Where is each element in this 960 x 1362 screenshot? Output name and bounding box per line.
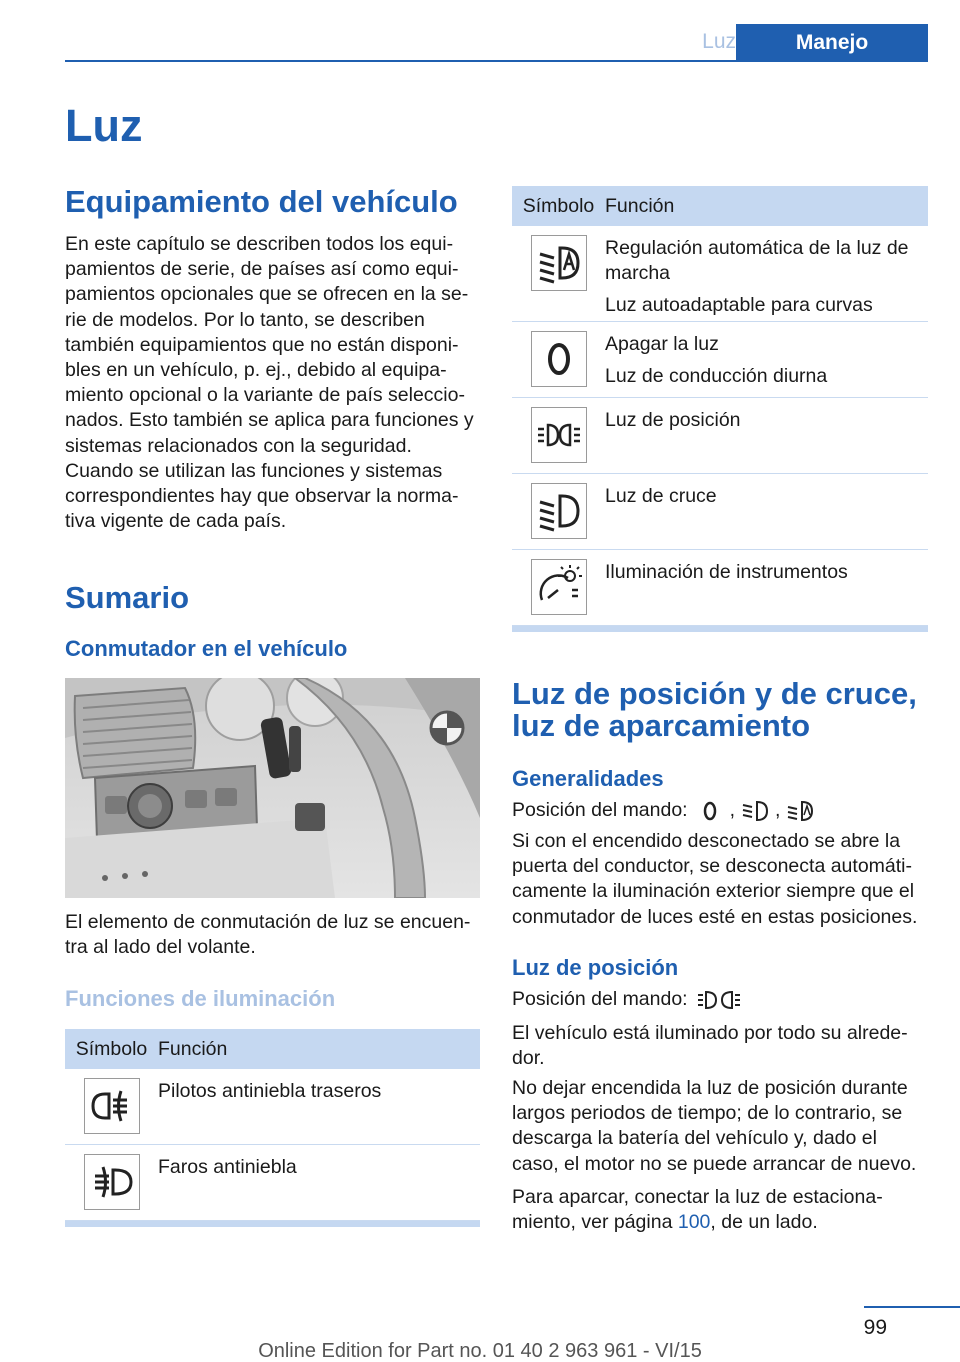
- switch-positions-table: [512, 186, 928, 632]
- switch-position-line: [512, 987, 928, 1013]
- heading-sumario: Sumario: [65, 580, 190, 615]
- switch-position-label: Posición del mando:: [512, 988, 688, 1011]
- auto-headlight-icon: [532, 236, 586, 290]
- table-row: [512, 474, 928, 550]
- function-text: Luz de cruce: [605, 485, 717, 507]
- table-row: [65, 1145, 480, 1221]
- rear-fog-light-icon: [85, 1079, 139, 1133]
- table-row: [512, 322, 928, 398]
- table-header: [65, 1029, 480, 1069]
- switch-position-line: [512, 798, 928, 824]
- col-symbol-header: Símbolo: [75, 1037, 148, 1060]
- table-footer-rule: [65, 1221, 480, 1227]
- header-chapter-tab[interactable]: Manejo: [736, 24, 928, 62]
- paragraph-equipamiento: En este capítulo se describen todos los equipamientos de serie, de países así como equipamientos opcionales que se ofrecen en la serie de modelos. Por lo tanto, se describen también equipamientos que no están disponibles en un vehículo, p. ej., debido al equipamiento opcional o la variante de país seleccionados. Esto también se aplica para funciones y sistemas relacionados con la seguridad. Cuando se utilizan las funciones y sistemas correspondientes hay que observar la normativa vigente de cada país.: [65, 233, 474, 533]
- page-title: Luz: [65, 100, 143, 151]
- low-beam-icon: [739, 798, 771, 824]
- table-footer-rule: [512, 626, 928, 632]
- low-beam-icon: [532, 484, 586, 538]
- lights-off-icon: [532, 332, 586, 386]
- table-row: [512, 550, 928, 626]
- parking-light-icon: [532, 408, 586, 462]
- paragraph-puerta: Si con el encendido desconectado se abre la puerta del conductor, se desconecta automáticamente la iluminación exterior siempre que el conmutador de luces esté en estas posiciones.: [512, 830, 918, 928]
- comma-separator: ,: [729, 799, 736, 822]
- aparcar-text: Para aparcar, conectar la luz de estacionamiento, ver página: [512, 1186, 883, 1234]
- function-text: Luz de conducción diurna: [605, 365, 828, 387]
- function-text: Regulación automática de la luz de marcha: [605, 237, 909, 284]
- parking-light-icon: [696, 987, 744, 1013]
- table-header: [512, 186, 928, 226]
- function-text: Apagar la luz: [605, 333, 719, 355]
- function-text: Pilotos antiniebla traseros: [158, 1080, 382, 1102]
- lights-off-icon: [694, 798, 726, 824]
- footer-rule: [864, 1306, 960, 1308]
- page-header: [0, 24, 960, 62]
- light-switch-photo: [65, 678, 480, 898]
- paragraph-bateria: No dejar encendida la luz de posición durante largos periodos de tiempo; de lo contrario, se descarga la batería del vehículo y, dado el caso, el motor no se puede arrancar de nuevo.: [512, 1077, 917, 1175]
- heading-generalidades: Generalidades: [512, 766, 664, 791]
- table-row: [512, 226, 928, 322]
- auto-headlight-icon: [784, 798, 816, 824]
- heading-conmutador: Conmutador en el vehículo: [65, 636, 348, 661]
- lighting-functions-table: [65, 1029, 480, 1227]
- table-row: [512, 398, 928, 474]
- col-symbol-header: Símbolo: [522, 194, 595, 217]
- table-row: [65, 1069, 480, 1145]
- comma-separator: ,: [775, 799, 781, 822]
- aparcar-text-end: , de un lado.: [710, 1211, 818, 1234]
- function-text: Luz de posición: [605, 409, 741, 431]
- front-fog-light-icon: [85, 1155, 139, 1209]
- header-section-tab[interactable]: Luz: [702, 30, 736, 53]
- paragraph-iluminado: El vehículo está iluminado por todo su alrededor.: [512, 1022, 908, 1070]
- photo-caption: El elemento de conmutación de luz se encuentra al lado del volante.: [65, 911, 471, 959]
- paragraph-aparcar: [512, 1185, 928, 1235]
- heading-posicion-cruce: Luz de posición y de cruce, luz de aparcamiento: [512, 676, 917, 743]
- instrument-lighting-icon: [532, 560, 586, 614]
- page-link[interactable]: 100: [677, 1211, 711, 1234]
- header-rule: [65, 60, 928, 62]
- heading-funciones: Funciones de iluminación: [65, 986, 336, 1011]
- heading-luz-posicion: Luz de posición: [512, 955, 679, 980]
- col-function-header: Función: [158, 1037, 228, 1060]
- switch-position-label: Posición del mando:: [512, 799, 688, 822]
- function-text: Faros antiniebla: [158, 1156, 297, 1178]
- col-function-header: Función: [605, 194, 675, 217]
- heading-equipamiento: Equipamiento del vehículo: [65, 184, 458, 219]
- dashboard-illustration: [65, 678, 480, 898]
- page-number: 99: [863, 1316, 887, 1339]
- function-text: Iluminación de instrumentos: [605, 561, 848, 583]
- footer-edition: Online Edition for Part no. 01 40 2 963 961 - VI/15: [258, 1340, 702, 1362]
- function-text: Luz autoadaptable para curvas: [605, 294, 873, 316]
